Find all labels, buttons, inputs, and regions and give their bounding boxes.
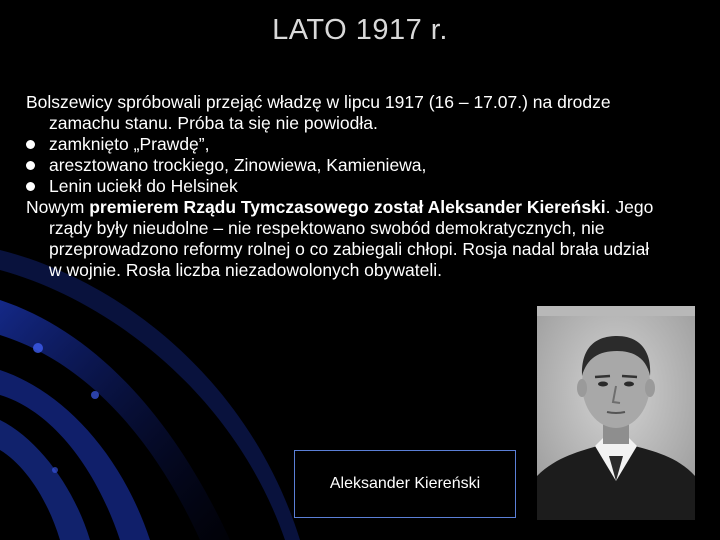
para2-bold: premierem Rządu Tymczasowego został Aleksander Kiereński	[89, 197, 606, 217]
bullet-item	[26, 176, 666, 197]
bullet-icon	[26, 182, 35, 191]
bullet-item	[26, 134, 666, 155]
portrait-photo	[537, 306, 695, 520]
bullet-text: zamknięto „Prawdę”,	[49, 134, 210, 154]
slide-body	[26, 92, 666, 281]
bullet-icon	[26, 140, 35, 149]
slide-title: LATO 1917 r.	[272, 14, 448, 46]
bullet-icon	[26, 161, 35, 170]
bullet-item	[26, 155, 666, 176]
bullet-text: aresztowano trockiego, Zinowiewa, Kamieniewa,	[49, 155, 427, 175]
intro-paragraph: Bolszewicy spróbowali przejąć władzę w lipcu 1917 (16 – 17.07.) na drodze zamachu stanu. Próba ta się nie powiodła.	[26, 92, 611, 133]
photo-caption: Aleksander Kiereński	[329, 475, 481, 492]
portrait-image	[537, 306, 695, 520]
photo-caption-box	[294, 450, 516, 518]
para2-prefix: Nowym	[26, 197, 90, 217]
kierenski-paragraph	[26, 197, 666, 281]
para2-rest: . Jego rządy były nieudolne – nie respektowano swobód demokratycznych, nie przeprowadzono reformy rolnej o co zabiegali chłopi. Rosja nadal brała udział w wojnie. Rosła liczba niezadowolonych obywateli.	[49, 197, 654, 280]
bullet-text: Lenin uciekł do Helsinek	[49, 176, 238, 196]
